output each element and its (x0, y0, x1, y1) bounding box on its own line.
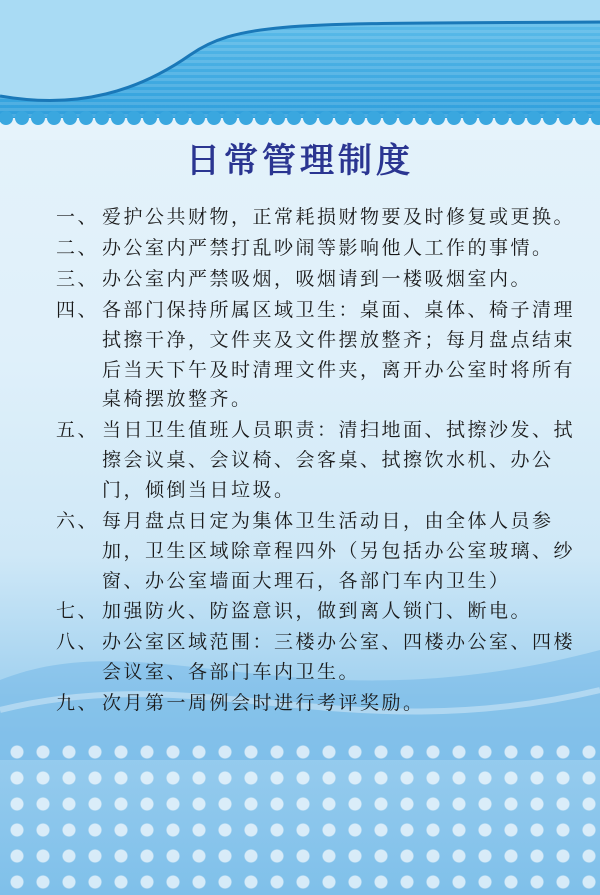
rule-number: 一、 (56, 206, 100, 228)
rule-number: 八、 (56, 631, 100, 654)
rule-text: 办公室内严禁吸烟，吸烟请到一楼吸烟室内。 (102, 267, 533, 290)
rule-item (56, 203, 576, 233)
rule-number: 三、 (56, 267, 100, 290)
rule-text: 爱护公共财物，正常耗损财物要及时修复或更换。 (102, 206, 576, 228)
rule-number: 二、 (56, 236, 100, 259)
rule-text: 加强防火、防盗意识，做到离人锁门、断电。 (102, 600, 533, 623)
dot-pattern (0, 735, 600, 895)
rule-item (56, 234, 576, 264)
rule-number: 七、 (56, 600, 100, 623)
rule-item (56, 507, 576, 596)
rule-text: 每月盘点日定为集体卫生活动日，由全体人员参加，卫生区域除章程四外（另包括办公室玻璃、纱窗、办公室墙面大理石，各部门车内卫生） (102, 509, 576, 592)
page-title: 日常管理制度 (186, 141, 414, 181)
rule-number: 九、 (56, 692, 100, 715)
rule-item (56, 296, 576, 415)
rule-text: 次月第一周例会时进行考评奖励。 (102, 692, 425, 715)
rule-number: 四、 (56, 298, 100, 321)
rule-item (56, 628, 576, 688)
rule-item (56, 597, 576, 627)
rule-text: 当日卫生值班人员职责：清扫地面、拭擦沙发、拭擦会议桌、会议椅、会客桌、拭擦饮水机、办公门，倾倒当日垃圾。 (102, 419, 576, 501)
rule-item (56, 689, 576, 719)
rule-text: 办公室内严禁打乱吵闹等影响他人工作的事情。 (102, 236, 554, 259)
rule-text: 办公室区域范围：三楼办公室、四楼办公室、四楼会议室、各部门车内卫生。 (102, 631, 576, 684)
rules-list (56, 203, 576, 720)
header-wave-banner (0, 0, 600, 140)
rule-text: 各部门保持所属区域卫生：桌面、桌体、椅子清理拭擦干净，文件夹及文件摆放整齐；每月盘点结束后当天下午及时清理文件夹，离开办公室时将所有桌椅摆放整齐。 (102, 298, 576, 411)
rule-number: 六、 (56, 509, 100, 532)
rule-number: 五、 (56, 419, 100, 442)
rule-item (56, 265, 576, 295)
rule-item (56, 416, 576, 505)
